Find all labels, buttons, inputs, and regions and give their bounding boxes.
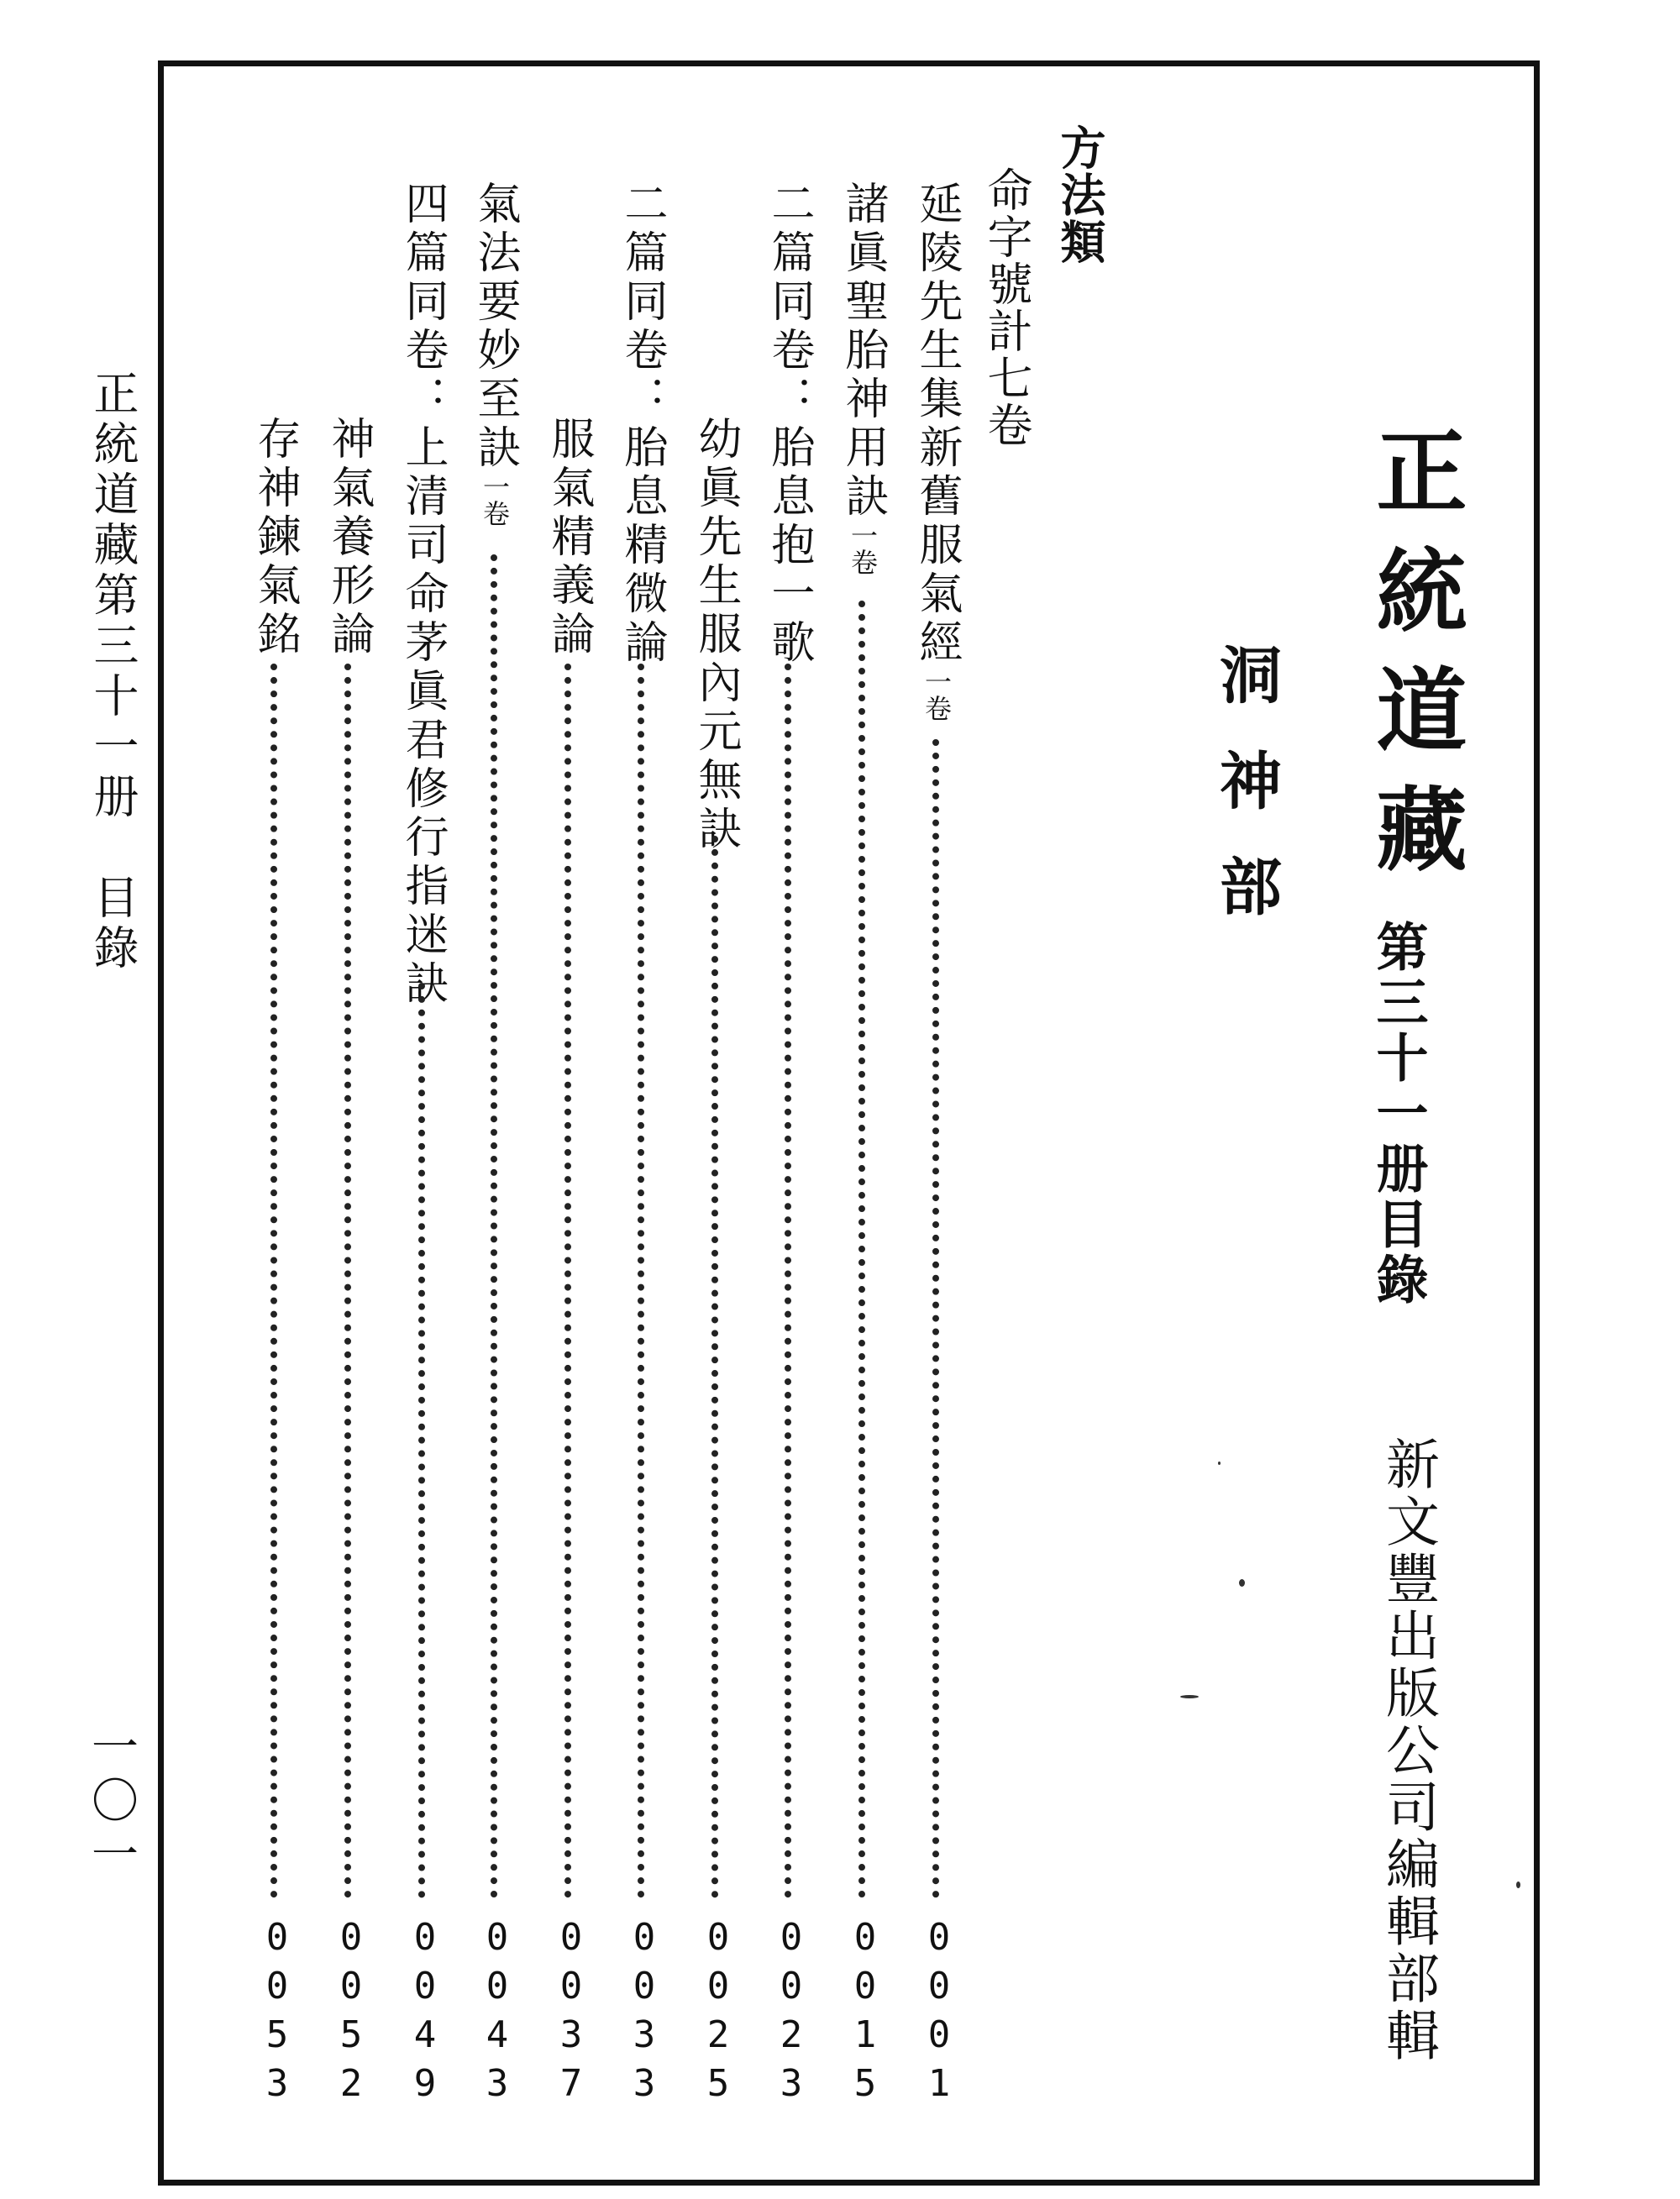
toc-entry-text: 幼眞先生服內元無訣 [690, 416, 741, 854]
toc-entry-title [611, 181, 674, 668]
scan-speck [1180, 1695, 1199, 1698]
scan-speck [1218, 1462, 1221, 1465]
toc-page-number: 0 0 2 3 [780, 1916, 803, 2105]
toc-entry-title [318, 416, 381, 659]
toc-page-number: 0 0 3 7 [559, 1916, 583, 2105]
toc-entry-volume: 一卷 [921, 668, 953, 722]
toc-entry-text: 神氣養形論 [323, 416, 374, 659]
toc-entry-text: 二篇同卷：胎息精微論 [617, 181, 667, 668]
toc-page-number: 0 0 0 1 [927, 1916, 951, 2105]
toc-entry-text: 二篇同卷：胎息抱一歌 [764, 181, 814, 668]
scan-speck [1239, 1579, 1245, 1587]
toc-page-number: 0 0 4 3 [486, 1916, 509, 2105]
toc-entry-text: 諸眞聖胎神用訣 [837, 181, 888, 522]
volume-subtitle: 第三十一册目錄 [1368, 920, 1429, 1308]
toc-page-number: 0 0 5 3 [265, 1916, 289, 2105]
toc-leader-dots [711, 836, 718, 1898]
toc-entry-text: 延陵先生集新舊服氣經 [911, 181, 962, 668]
toc-leader-dots [564, 664, 571, 1898]
toc-leader-dots [932, 739, 939, 1898]
running-title: 正統道藏第三十一册 目錄 [87, 370, 139, 974]
page-number: 一〇一 [84, 1722, 139, 1883]
toc-entry-text: 服氣精義論 [543, 416, 594, 659]
toc-leader-dots [418, 983, 425, 1898]
toc-entry-title [758, 181, 821, 668]
toc-entry-title [244, 416, 307, 659]
department-name: 洞神部 [1210, 643, 1282, 960]
toc-leader-dots [491, 554, 497, 1898]
toc-leader-dots [270, 664, 277, 1898]
publisher-credit: 新文豐出版公司編輯部輯 [1377, 1436, 1439, 2065]
toc-entry-title [464, 181, 527, 527]
category-name: 方法類 [1053, 124, 1107, 265]
toc-leader-dots [344, 664, 351, 1898]
toc-entry-text: 存神鍊氣銘 [249, 416, 300, 659]
toc-leader-dots [858, 601, 865, 1898]
toc-entry-text: 氣法要妙至訣 [470, 181, 520, 473]
toc-entry-volume: 一卷 [479, 473, 511, 527]
toc-entry-title [832, 181, 895, 575]
toc-entry-title [685, 416, 748, 854]
toc-page-number: 0 0 5 2 [339, 1916, 363, 2105]
toc-entry-title [391, 181, 454, 1009]
toc-page-number: 0 0 3 3 [633, 1916, 656, 2105]
toc-entry-title [906, 181, 969, 722]
toc-entry-title [538, 416, 601, 659]
book-title: 正統道藏 [1361, 424, 1466, 901]
toc-page-number: 0 0 2 5 [706, 1916, 730, 2105]
toc-entry-text: 四篇同卷：上清司命茅眞君修行指迷訣 [397, 181, 448, 1009]
toc-leader-dots [638, 664, 644, 1898]
category-count: 命字號計七卷 [980, 166, 1033, 449]
toc-page-number: 0 0 1 5 [853, 1916, 877, 2105]
toc-page-number: 0 0 4 9 [413, 1916, 437, 2105]
toc-leader-dots [785, 664, 791, 1898]
scan-speck [1516, 1881, 1520, 1888]
toc-entry-volume: 一卷 [847, 522, 879, 575]
